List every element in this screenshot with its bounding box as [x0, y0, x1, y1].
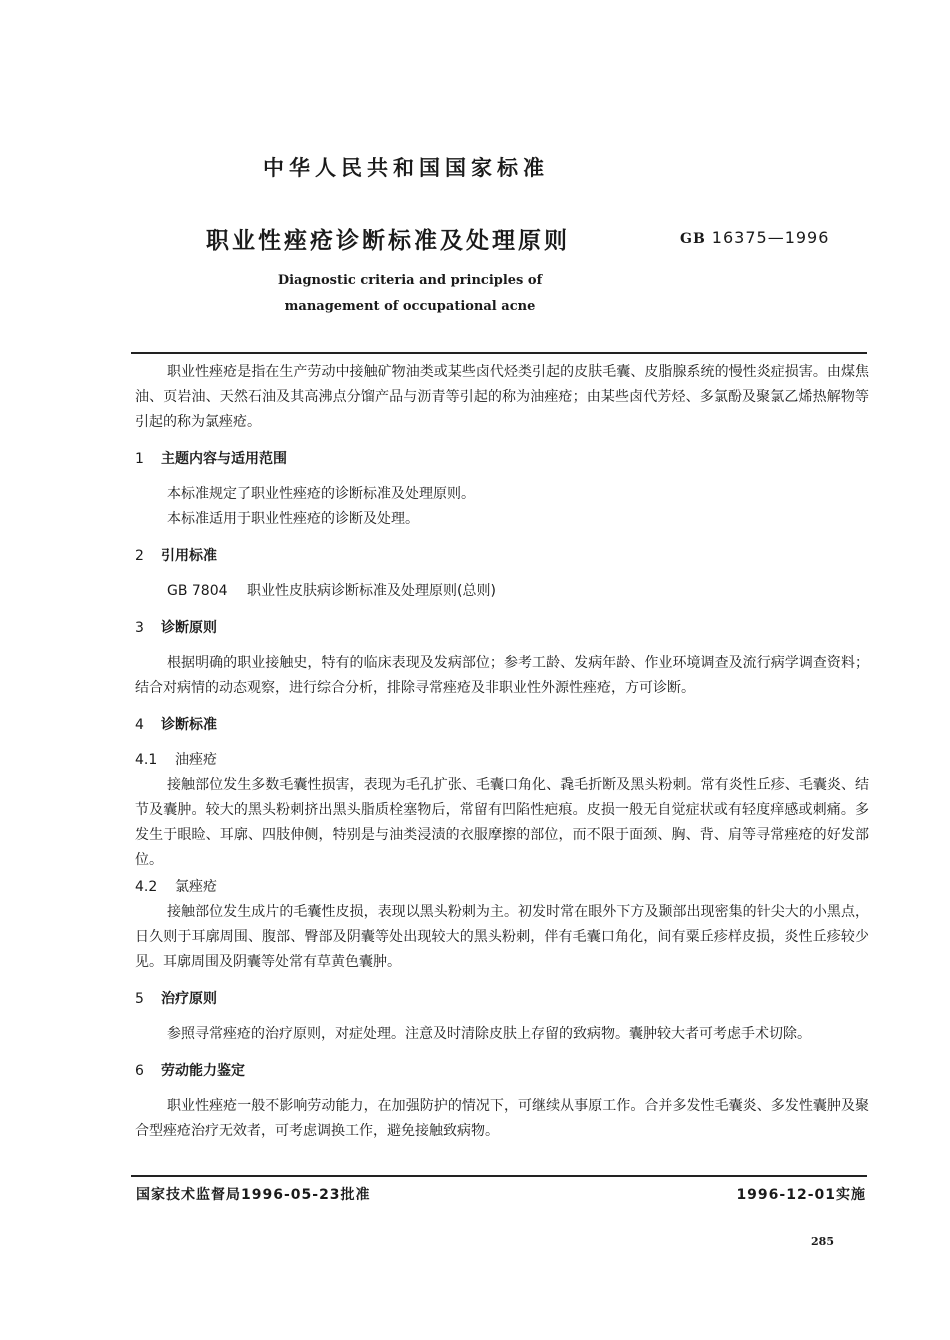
section-2-heading [135, 544, 869, 569]
section-6-paragraph: 职业性痤疮一般不影响劳动能力，在加强防护的情况下，可继续从事原工作。合并多发性毛囊炎、多发性囊肿及聚合型痤疮治疗无效者，可考虑调换工作，避免接触致病物。 [135, 1098, 869, 1139]
section-5-heading [135, 987, 869, 1012]
section-6-number: 6 [135, 1063, 144, 1079]
section-3-paragraph: 根据明确的职业接触史，特有的临床表现及发病部位；参考工龄、发病年龄、作业环境调查及流行病学调查资料；结合对病情的动态观察，进行综合分析，排除寻常痤疮及非职业性外源性痤疮，方可诊断。 [135, 655, 869, 696]
section-1-title: 主题内容与适用范围 [161, 451, 287, 467]
reference-title: 职业性皮肤病诊断标准及处理原则(总则) [247, 583, 496, 599]
subsection-4-2-number: 4.2 [135, 879, 158, 895]
english-title [240, 268, 580, 320]
subsection-4-1-heading [135, 748, 869, 773]
section-1-heading [135, 447, 869, 472]
section-6-title: 劳动能力鉴定 [161, 1063, 245, 1079]
section-3-heading [135, 616, 869, 641]
subsection-4-2-paragraph: 接触部位发生成片的毛囊性皮损，表现以黑头粉刺为主。初发时常在眼外下方及颞部出现密集的针尖大的小黑点，日久则于耳廓周围、腹部、臀部及阴囊等处出现较大的黑头粉刺，伴有毛囊口角化，间有粟丘疹样皮损，炎性丘疹较少见。耳廓周围及阴囊等处常有草黄色囊肿。 [135, 904, 869, 970]
section-5-paragraph: 参照寻常痤疮的治疗原则，对症处理。注意及时清除皮肤上存留的致病物。囊肿较大者可考虑手术切除。 [167, 1026, 811, 1042]
header-divider [131, 352, 867, 354]
reference-entry [135, 579, 869, 604]
standard-prefix: GB [680, 231, 706, 247]
section-5-number: 5 [135, 991, 144, 1007]
section-1-number: 1 [135, 451, 144, 467]
page-number: 285 [811, 1235, 834, 1248]
section-1-line-2: 本标准适用于职业性痤疮的诊断及处理。 [167, 511, 419, 527]
section-6-heading [135, 1059, 869, 1084]
subsection-4-1-paragraph: 接触部位发生多数毛囊性损害，表现为毛孔扩张、毛囊口角化、毳毛折断及黑头粉刺。常有炎性丘疹、毛囊炎、结节及囊肿。较大的黑头粉刺挤出黑头脂质栓塞物后，常留有凹陷性疤痕。皮损一般无自觉症状或有轻度痒感或刺痛。多发生于眼睑、耳廓、四肢伸侧，特别是与油类浸渍的衣服摩擦的部位，而不限于面颈、胸、背、肩等寻常痤疮的好发部位。 [135, 777, 869, 868]
section-4-title: 诊断标准 [161, 717, 217, 733]
title-row [0, 222, 950, 256]
standard-number [680, 228, 829, 247]
subsection-4-1-title: 油痤疮 [175, 752, 217, 768]
reference-code: GB 7804 [167, 583, 228, 599]
section-3-title: 诊断原则 [161, 620, 217, 636]
footer-divider [131, 1175, 867, 1177]
section-3-number: 3 [135, 620, 144, 636]
section-1-line-1: 本标准规定了职业性痤疮的诊断标准及处理原则。 [167, 486, 475, 502]
english-title-line-1: Diagnostic criteria and principles of [277, 273, 543, 288]
standard-code: 16375—1996 [711, 228, 830, 247]
english-title-line-2: management of occupational acne [284, 299, 536, 314]
subsection-4-2-heading [135, 875, 869, 900]
intro-paragraph: 职业性痤疮是指在生产劳动中接触矿物油类或某些卤代烃类引起的皮肤毛囊、皮脂腺系统的慢性炎症损害。由煤焦油、页岩油、天然石油及其高沸点分馏产品与沥青等引起的称为油痤疮；由某些卤代芳烃、多氯酚及聚氯乙烯热解物等引起的称为氯痤疮。 [135, 364, 869, 430]
issuing-body-heading: 中华人民共和国国家标准 [263, 156, 549, 180]
section-5-title: 治疗原则 [161, 991, 217, 1007]
effective-date: 1996-12-01实施 [736, 1187, 866, 1203]
section-2-number: 2 [135, 548, 144, 564]
section-4-number: 4 [135, 717, 144, 733]
section-2-title: 引用标准 [161, 548, 217, 564]
section-4-heading [135, 713, 869, 738]
subsection-4-2-title: 氯痤疮 [175, 879, 217, 895]
subsection-4-1-number: 4.1 [135, 752, 158, 768]
approval-date: 国家技术监督局1996-05-23批准 [136, 1187, 371, 1203]
standard-title: 职业性痤疮诊断标准及处理原则 [206, 228, 570, 254]
document-body [135, 360, 869, 1144]
